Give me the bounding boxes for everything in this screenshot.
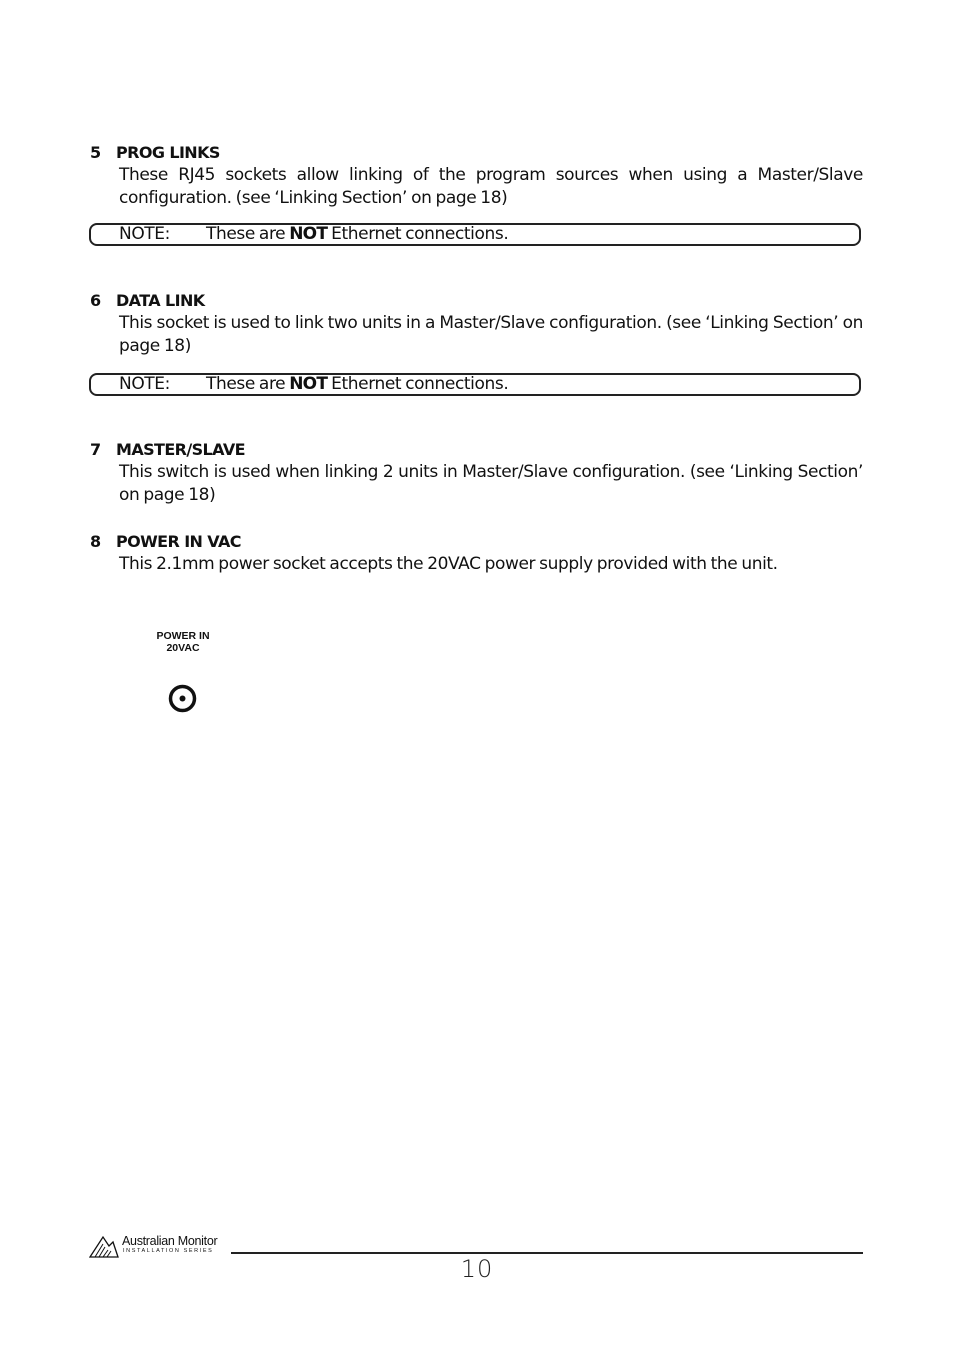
section-7-heading [90,440,245,459]
section-8-heading [90,532,241,551]
section-title: MASTER/SLAVE [116,440,245,459]
note-suffix: Ethernet connections. [331,374,509,394]
page-number: 10 [460,1255,494,1283]
section-7-body: This switch is used when linking 2 units in Master/Slave configuration. (see ‘Linking Section’ on page 18) [119,462,863,505]
note-label: NOTE: [119,224,170,244]
note-text [206,374,508,394]
note-prefix: These are [206,224,286,244]
power-socket-icon [167,683,198,714]
footer-rule [231,1252,863,1254]
section-number: 6 [90,291,101,310]
panel-label-line1: POWER IN [156,630,210,642]
section-number: 5 [90,143,101,162]
note-emphasis: NOT [289,224,328,244]
brand-name: Australian Monitor [122,1234,218,1248]
note-label: NOTE: [119,374,170,394]
section-number: 8 [90,532,101,551]
panel-label [140,630,226,654]
section-6-heading [90,291,205,310]
panel-label-line2: 20VAC [166,642,200,654]
section-8-body: This 2.1mm power socket accepts the 20VAC power supply provided with the unit. [119,554,778,574]
section-title: DATA LINK [116,291,205,310]
note-text [206,224,508,244]
section-6-body: This socket is used to link two units in a Master/Slave configuration. (see ‘Linking Section’ on page 18) [119,313,863,356]
section-5-heading [90,143,220,162]
section-number: 7 [90,440,101,459]
note-suffix: Ethernet connections. [331,224,509,244]
note-emphasis: NOT [289,374,328,394]
brand-subtitle: INSTALLATION SERIES [123,1248,214,1254]
section-title: PROG LINKS [116,143,220,162]
section-title: POWER IN VAC [116,532,241,551]
note-prefix: These are [206,374,286,394]
section-5-body: These RJ45 sockets allow linking of the program sources when using a Master/Slave configuration. (see ‘Linking Section’ on page 18) [119,165,863,208]
